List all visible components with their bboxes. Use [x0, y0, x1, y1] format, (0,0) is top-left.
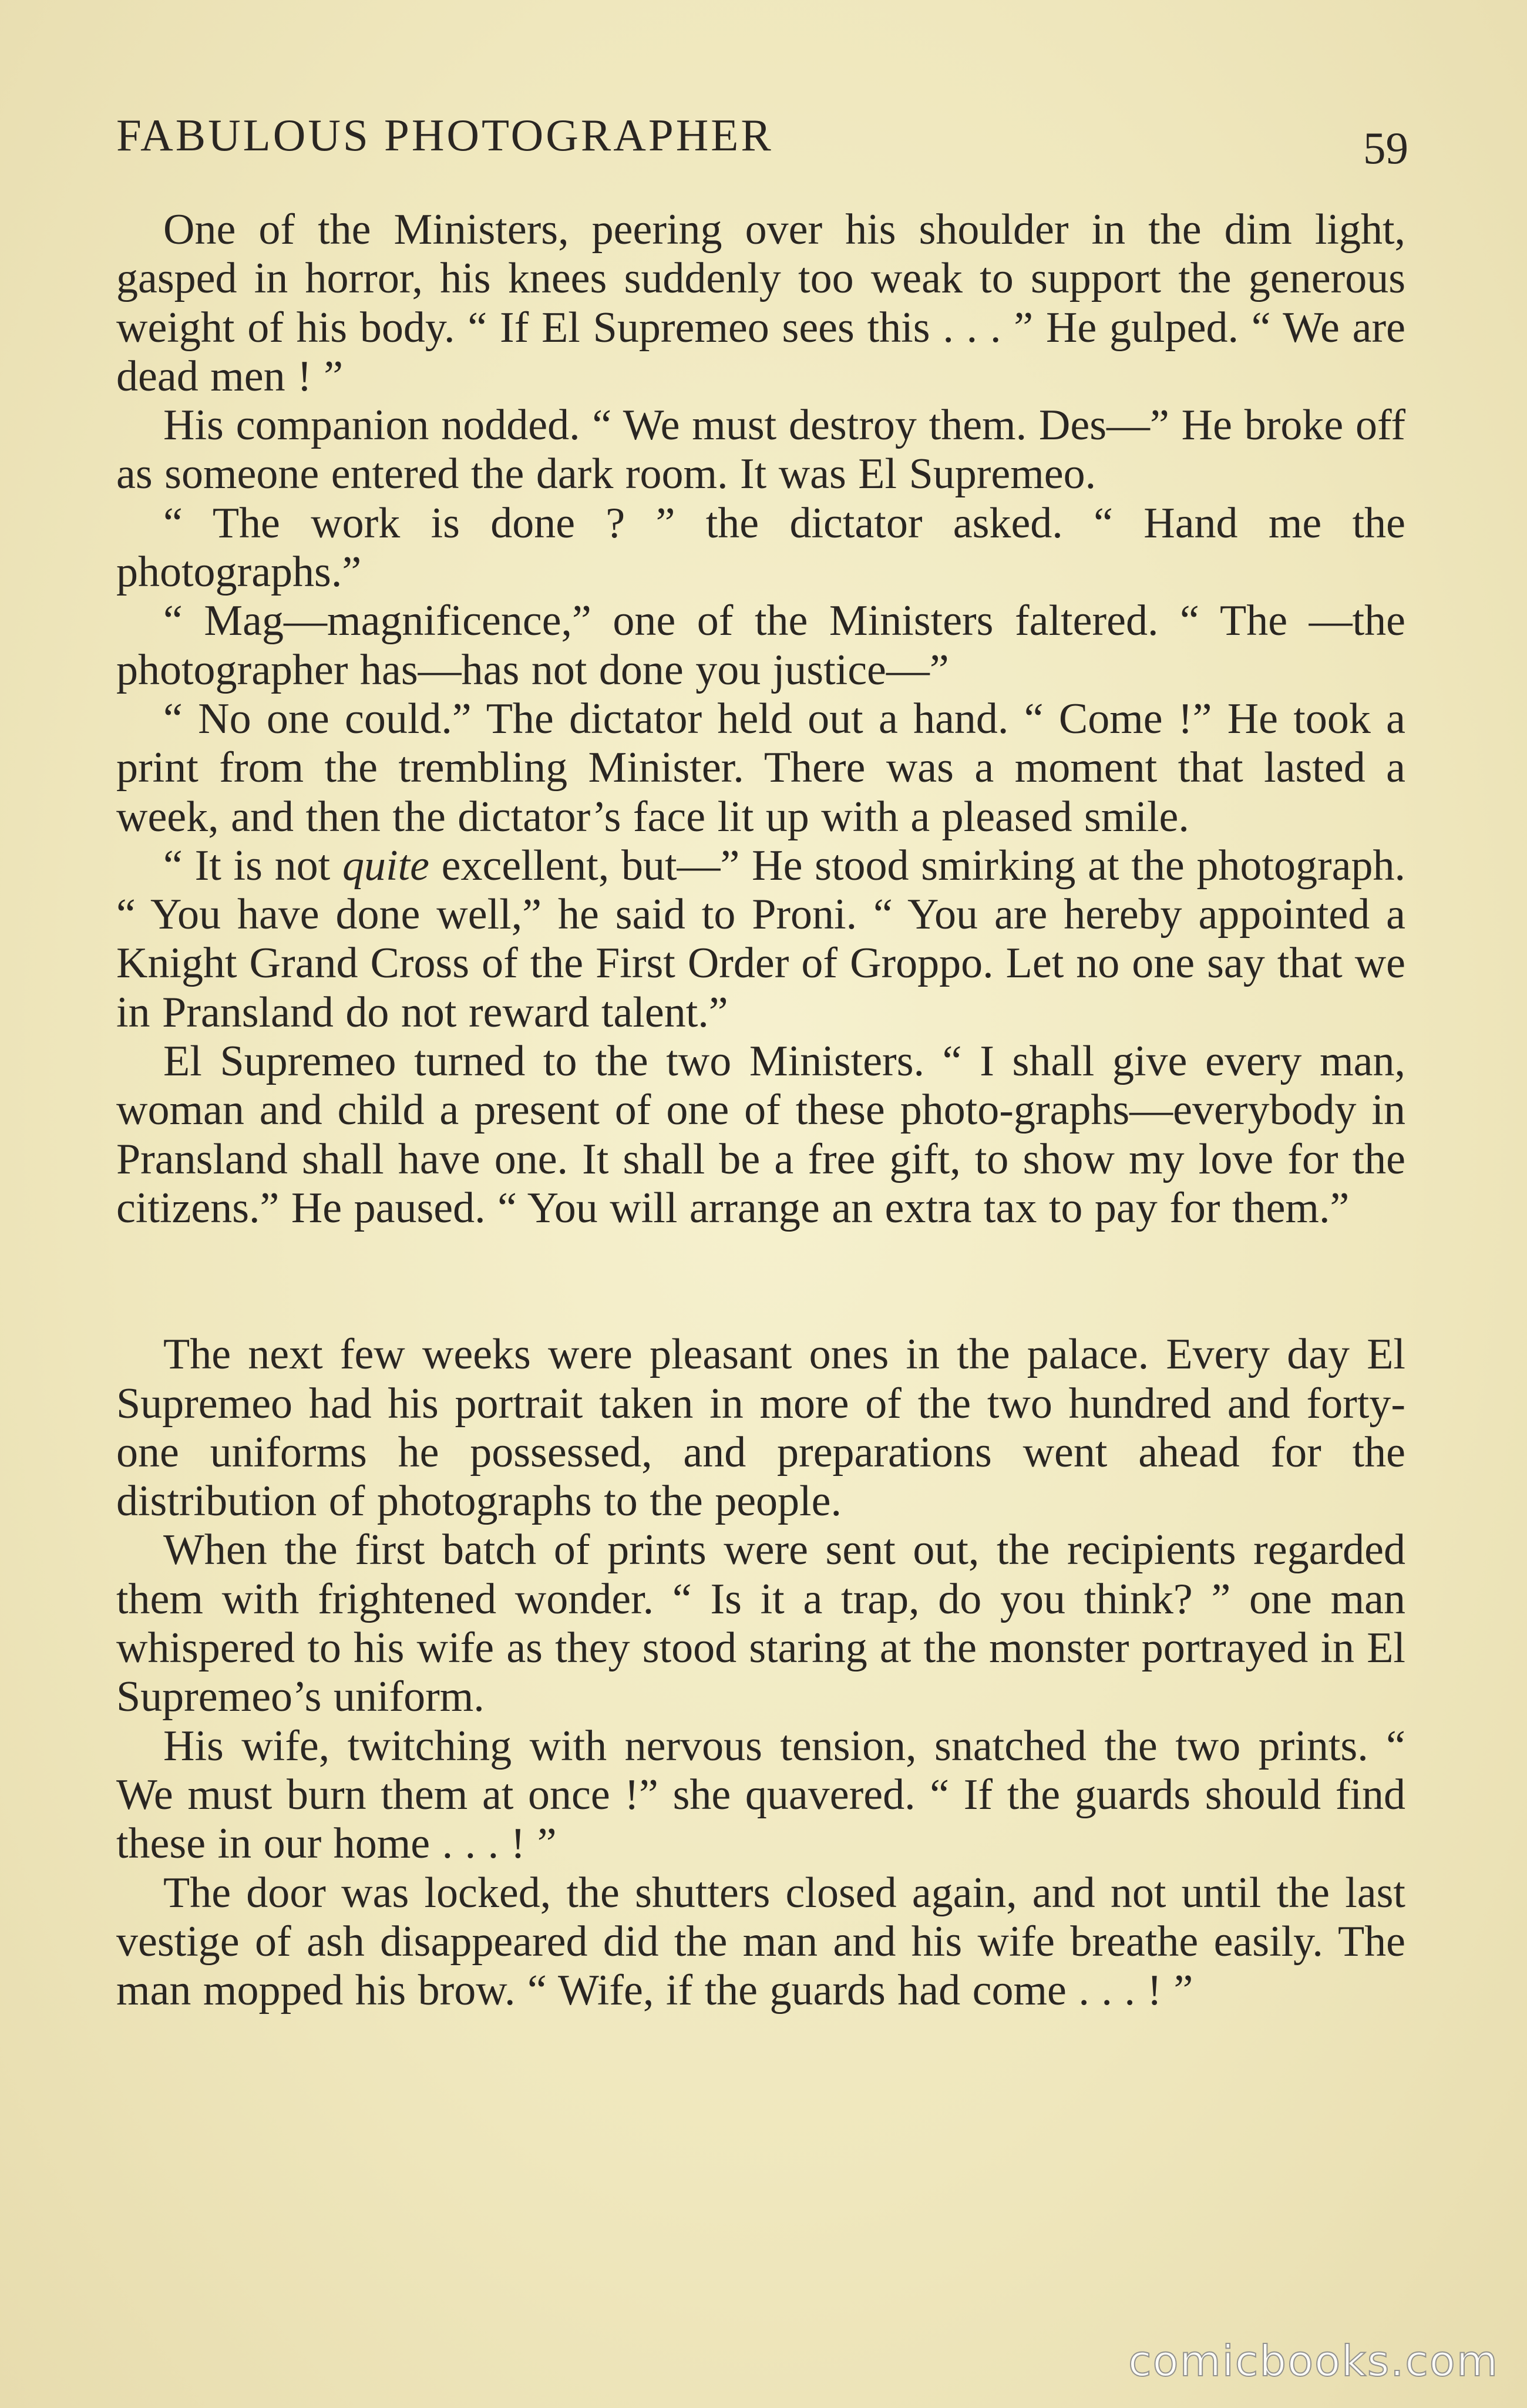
running-head [116, 103, 1408, 173]
paragraph: One of the Ministers, peering over his shoulder in the dim light, gasped in horror, his knees suddenly too weak to support the generous weight of his body. “ If El Supremeo sees this . . . ” He gulped. “ We are dead men ! ” [116, 206, 1405, 401]
paragraph: “ The work is done ? ” the dictator asked. “ Hand me the photographs.” [116, 499, 1405, 597]
paragraph: El Supremeo turned to the two Ministers. “ I shall give every man, woman and child a present of one of these photo-graphs—everybody in Pransland shall have one. It shall be a free gift, to show my love for the citizens.” He paused. “ You will arrange an extra tax to pay for them.” [116, 1037, 1405, 1232]
body-text [116, 206, 1405, 2015]
paragraph: The door was locked, the shutters closed again, and not until the last vestige of ash disappeared did the man and his wife breathe easily. The man mopped his brow. “ Wife, if the guards had come . . . ! ” [116, 1868, 1405, 2015]
paragraph: When the first batch of prints were sent out, the recipients regarded them with frightened wonder. “ Is it a trap, do you think? ” one man whispered to his wife as they stood staring at the monster portrayed in El Supremeo’s uniform. [116, 1526, 1405, 1721]
section-break [116, 1233, 1405, 1330]
paragraph: The next few weeks were pleasant ones in the palace. Every day El Supremeo had his portrait taken in more of the two hundred and forty-one uniforms he possessed, and preparations went ahead for the distribution of photographs to the people. [116, 1330, 1405, 1526]
page-number: 59 [1363, 123, 1408, 173]
paragraph: “ Mag—magnificence,” one of the Ministers faltered. “ The —the photographer has—has not done you justice—” [116, 597, 1405, 694]
paragraph: “ No one could.” The dictator held out a hand. “ Come !” He took a print from the trembling Minister. There was a moment that lasted a week, and then the dictator’s face lit up with a pleased smile. [116, 694, 1405, 841]
paragraph: His companion nodded. “ We must destroy them. Des—” He broke off as someone entered the dark room. It was El Supremeo. [116, 401, 1405, 499]
watermark-text: comicbooks.com [1128, 2336, 1499, 2386]
paragraph: His wife, twitching with nervous tension, snatched the two prints. “ We must burn them at once !” she quavered. “ If the guards should find these in our home . . . ! ” [116, 1721, 1405, 1868]
running-title: FABULOUS PHOTOGRAPHER [116, 110, 773, 160]
paragraph: “ It is not quite excellent, but—” He stood smirking at the photograph. “ You have done well,” he said to Proni. “ You are hereby appointed a Knight Grand Cross of the First Order of Groppo. Let no one say that we in Pransland do not reward talent.” [116, 841, 1405, 1037]
italic-word: quite [342, 841, 429, 890]
